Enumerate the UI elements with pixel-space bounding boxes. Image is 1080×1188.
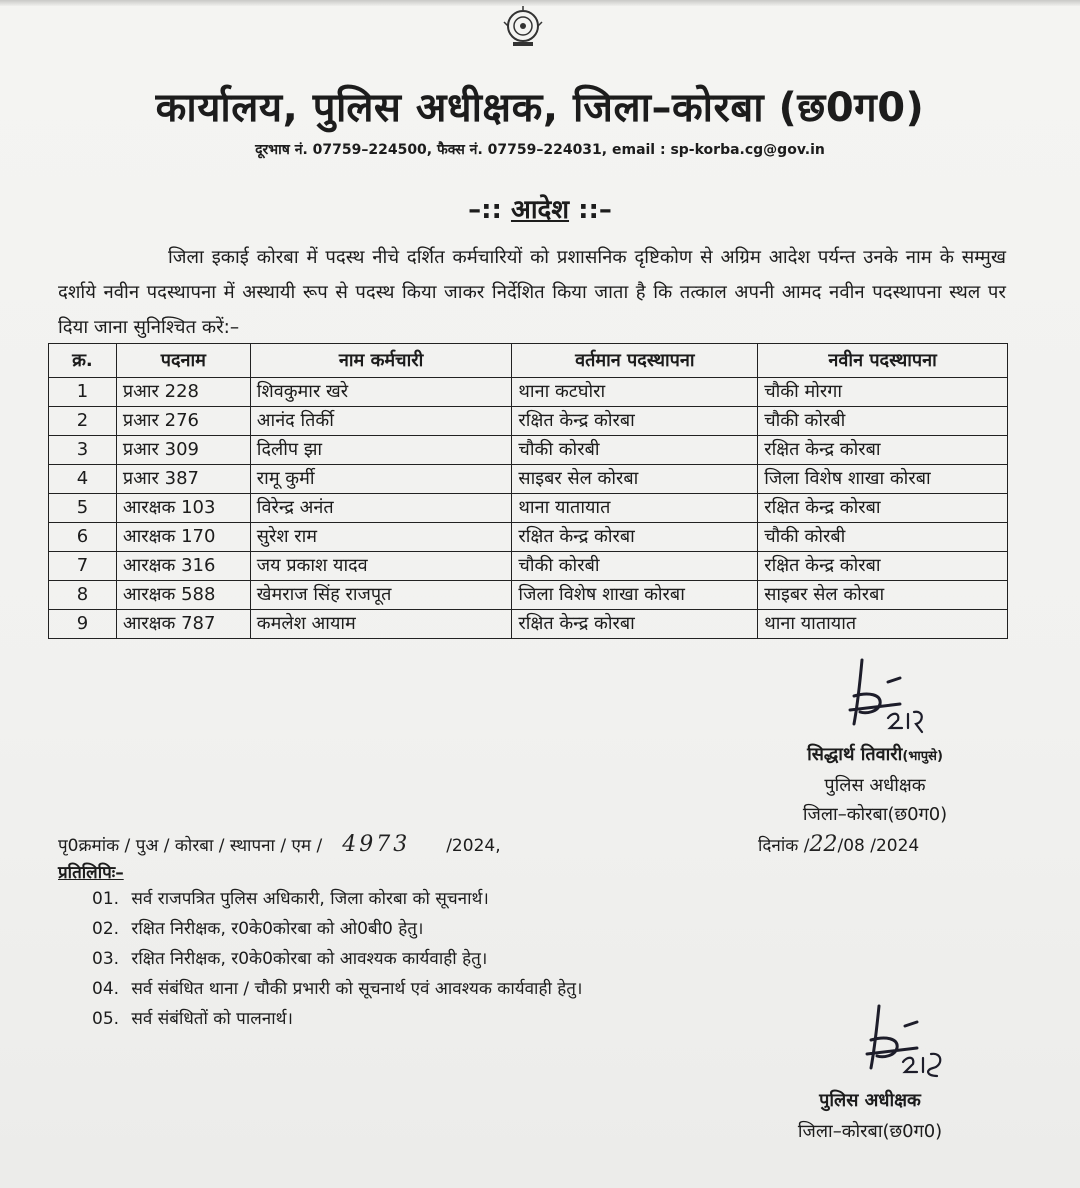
cell-current: रक्षित केन्द्र कोरबा	[512, 407, 758, 436]
list-item	[92, 974, 582, 1004]
reference-prefix: पृ0क्रमांक / पुअ / कोरबा / स्थापना / एम /	[58, 836, 323, 856]
cell-employee: कमलेश आयाम	[250, 610, 512, 639]
list-item	[92, 1004, 582, 1034]
cell-serial: 5	[49, 494, 117, 523]
date-rest: /08 /2024	[837, 836, 920, 856]
heading-word: आदेश	[510, 195, 570, 225]
table-row	[49, 494, 1008, 523]
cell-new: रक्षित केन्द्र कोरबा	[758, 552, 1008, 581]
signature-mark	[845, 1000, 965, 1085]
cell-new: थाना यातायात	[758, 610, 1008, 639]
copy-item-number: 01.	[92, 889, 120, 909]
heading-dash-left: –::	[468, 195, 511, 225]
cell-new: रक्षित केन्द्र कोरबा	[758, 436, 1008, 465]
copy-item-text: रक्षित निरीक्षक, र0के0कोरबा को ओ0बी0 हेतु।	[131, 919, 424, 939]
copy-item-number: 02.	[92, 919, 120, 939]
table-row	[49, 465, 1008, 494]
order-body	[58, 240, 1006, 345]
reference-year: /2024,	[446, 836, 501, 856]
table-row	[49, 523, 1008, 552]
cell-serial: 3	[49, 436, 117, 465]
reference-handwritten-number: 4973	[342, 832, 411, 857]
list-item	[92, 884, 582, 914]
signatory-block	[770, 740, 980, 829]
col-header-current: वर्तमान पदस्थापना	[512, 344, 758, 378]
signatory-designation: पुलिस अधीक्षक	[824, 775, 926, 796]
signatory-district: जिला–कोरबा(छ0ग0)	[802, 804, 948, 825]
contact-line: दूरभाष नं. 07759–224500, फैक्स नं. 07759–224031, email : sp-korba.cg@gov.in	[255, 142, 825, 158]
cell-current: रक्षित केन्द्र कोरबा	[512, 523, 758, 552]
cell-post: प्रआर 228	[116, 378, 250, 407]
copy-item-text: सर्व संबंधित थाना / चौकी प्रभारी को सूचनार्थ एवं आवश्यक कार्यवाही हेतु।	[131, 979, 583, 999]
cell-serial: 7	[49, 552, 117, 581]
table-body	[49, 378, 1008, 639]
cell-new: चौकी मोरगा	[758, 378, 1008, 407]
copy-item-text: सर्व संबंधितों को पालनार्थ।	[131, 1009, 293, 1029]
col-header-post: पदनाम	[116, 344, 250, 378]
copy-item-text: रक्षित निरीक्षक, र0के0कोरबा को आवश्यक कार्यवाही हेतु।	[131, 949, 488, 969]
col-header-serial: क्र.	[49, 344, 117, 378]
copy-heading: प्रतिलिपिः–	[58, 863, 124, 883]
copy-item-text: सर्व राजपत्रित पुलिस अधिकारी, जिला कोरबा को सूचनार्थ।	[131, 889, 489, 909]
table-row	[49, 436, 1008, 465]
table-row	[49, 610, 1008, 639]
col-header-employee: नाम कर्मचारी	[250, 344, 512, 378]
postings-table	[48, 343, 1008, 639]
order-heading	[0, 190, 1080, 226]
table-row	[49, 581, 1008, 610]
col-header-new: नवीन पदस्थापना	[758, 344, 1008, 378]
cell-employee: खेमराज सिंह राजपूत	[250, 581, 512, 610]
table-row	[49, 552, 1008, 581]
cell-current: थाना कटघोरा	[512, 378, 758, 407]
cell-current: थाना यातायात	[512, 494, 758, 523]
table-header-row	[49, 344, 1008, 378]
cell-post: प्रआर 387	[116, 465, 250, 494]
cell-new: चौकी कोरबी	[758, 523, 1008, 552]
cell-serial: 8	[49, 581, 117, 610]
cell-current: जिला विशेष शाखा कोरबा	[512, 581, 758, 610]
table-row	[49, 407, 1008, 436]
cell-employee: जय प्रकाश यादव	[250, 552, 512, 581]
cell-post: आरक्षक 316	[116, 552, 250, 581]
heading-dash-right: ::–	[569, 195, 612, 225]
cell-employee: सुरेश राम	[250, 523, 512, 552]
office-title: कार्यालय, पुलिस अधीक्षक, जिला–कोरबा (छ0ग0)	[155, 85, 925, 131]
reference-number	[58, 832, 501, 857]
signatory-service: (भापुसे)	[902, 749, 943, 764]
copy-item-number: 03.	[92, 949, 120, 969]
order-body-text: जिला इकाई कोरबा में पदस्थ नीचे दर्शित कर्मचारियों को प्रशासनिक दृष्टिकोण से अग्रिम आदेश पर्यन्त उनके नाम के सम्मुख दर्शाये नवीन पदस्थापना में अस्थायी रूप से पदस्थ किया जाकर निर्देशित किया जाता है कि तत्काल अपनी आमद नवीन पदस्थापना स्थल पर दिया जाना सुनिश्चित करें:–	[58, 247, 1006, 338]
cell-employee: रामू कुर्मी	[250, 465, 512, 494]
date-handwritten-day: 22	[809, 832, 838, 857]
cell-employee: शिवकुमार खरे	[250, 378, 512, 407]
cell-serial: 4	[49, 465, 117, 494]
cell-post: आरक्षक 787	[116, 610, 250, 639]
cell-serial: 1	[49, 378, 117, 407]
cell-new: चौकी कोरबी	[758, 407, 1008, 436]
reference-date	[758, 832, 919, 857]
cell-employee: दिलीप झा	[250, 436, 512, 465]
copy-list	[92, 884, 582, 1034]
state-emblem-icon	[500, 4, 546, 50]
cell-current: साइबर सेल कोरबा	[512, 465, 758, 494]
cell-new: रक्षित केन्द्र कोरबा	[758, 494, 1008, 523]
cell-post: आरक्षक 588	[116, 581, 250, 610]
cell-post: प्रआर 309	[116, 436, 250, 465]
cell-new: जिला विशेष शाखा कोरबा	[758, 465, 1008, 494]
signatory2-designation: पुलिस अधीक्षक	[819, 1090, 921, 1111]
cell-serial: 9	[49, 610, 117, 639]
table-row	[49, 378, 1008, 407]
date-prefix: दिनांक /	[758, 836, 810, 856]
cell-post: आरक्षक 103	[116, 494, 250, 523]
cell-serial: 2	[49, 407, 117, 436]
signatory2-district: जिला–कोरबा(छ0ग0)	[797, 1121, 943, 1142]
cell-current: रक्षित केन्द्र कोरबा	[512, 610, 758, 639]
signatory-name-line	[770, 740, 980, 771]
cell-current: चौकी कोरबी	[512, 552, 758, 581]
cell-employee: आनंद तिर्की	[250, 407, 512, 436]
cell-current: चौकी कोरबी	[512, 436, 758, 465]
signatory-block-2	[780, 1085, 960, 1147]
list-item	[92, 944, 582, 974]
signature-mark	[830, 652, 950, 742]
copy-item-number: 05.	[92, 1009, 120, 1029]
cell-post: आरक्षक 170	[116, 523, 250, 552]
cell-new: साइबर सेल कोरबा	[758, 581, 1008, 610]
cell-employee: विरेन्द्र अनंत	[250, 494, 512, 523]
cell-post: प्रआर 276	[116, 407, 250, 436]
copy-item-number: 04.	[92, 979, 120, 999]
list-item	[92, 914, 582, 944]
cell-serial: 6	[49, 523, 117, 552]
signatory-name: सिद्धार्थ तिवारी	[807, 744, 903, 765]
